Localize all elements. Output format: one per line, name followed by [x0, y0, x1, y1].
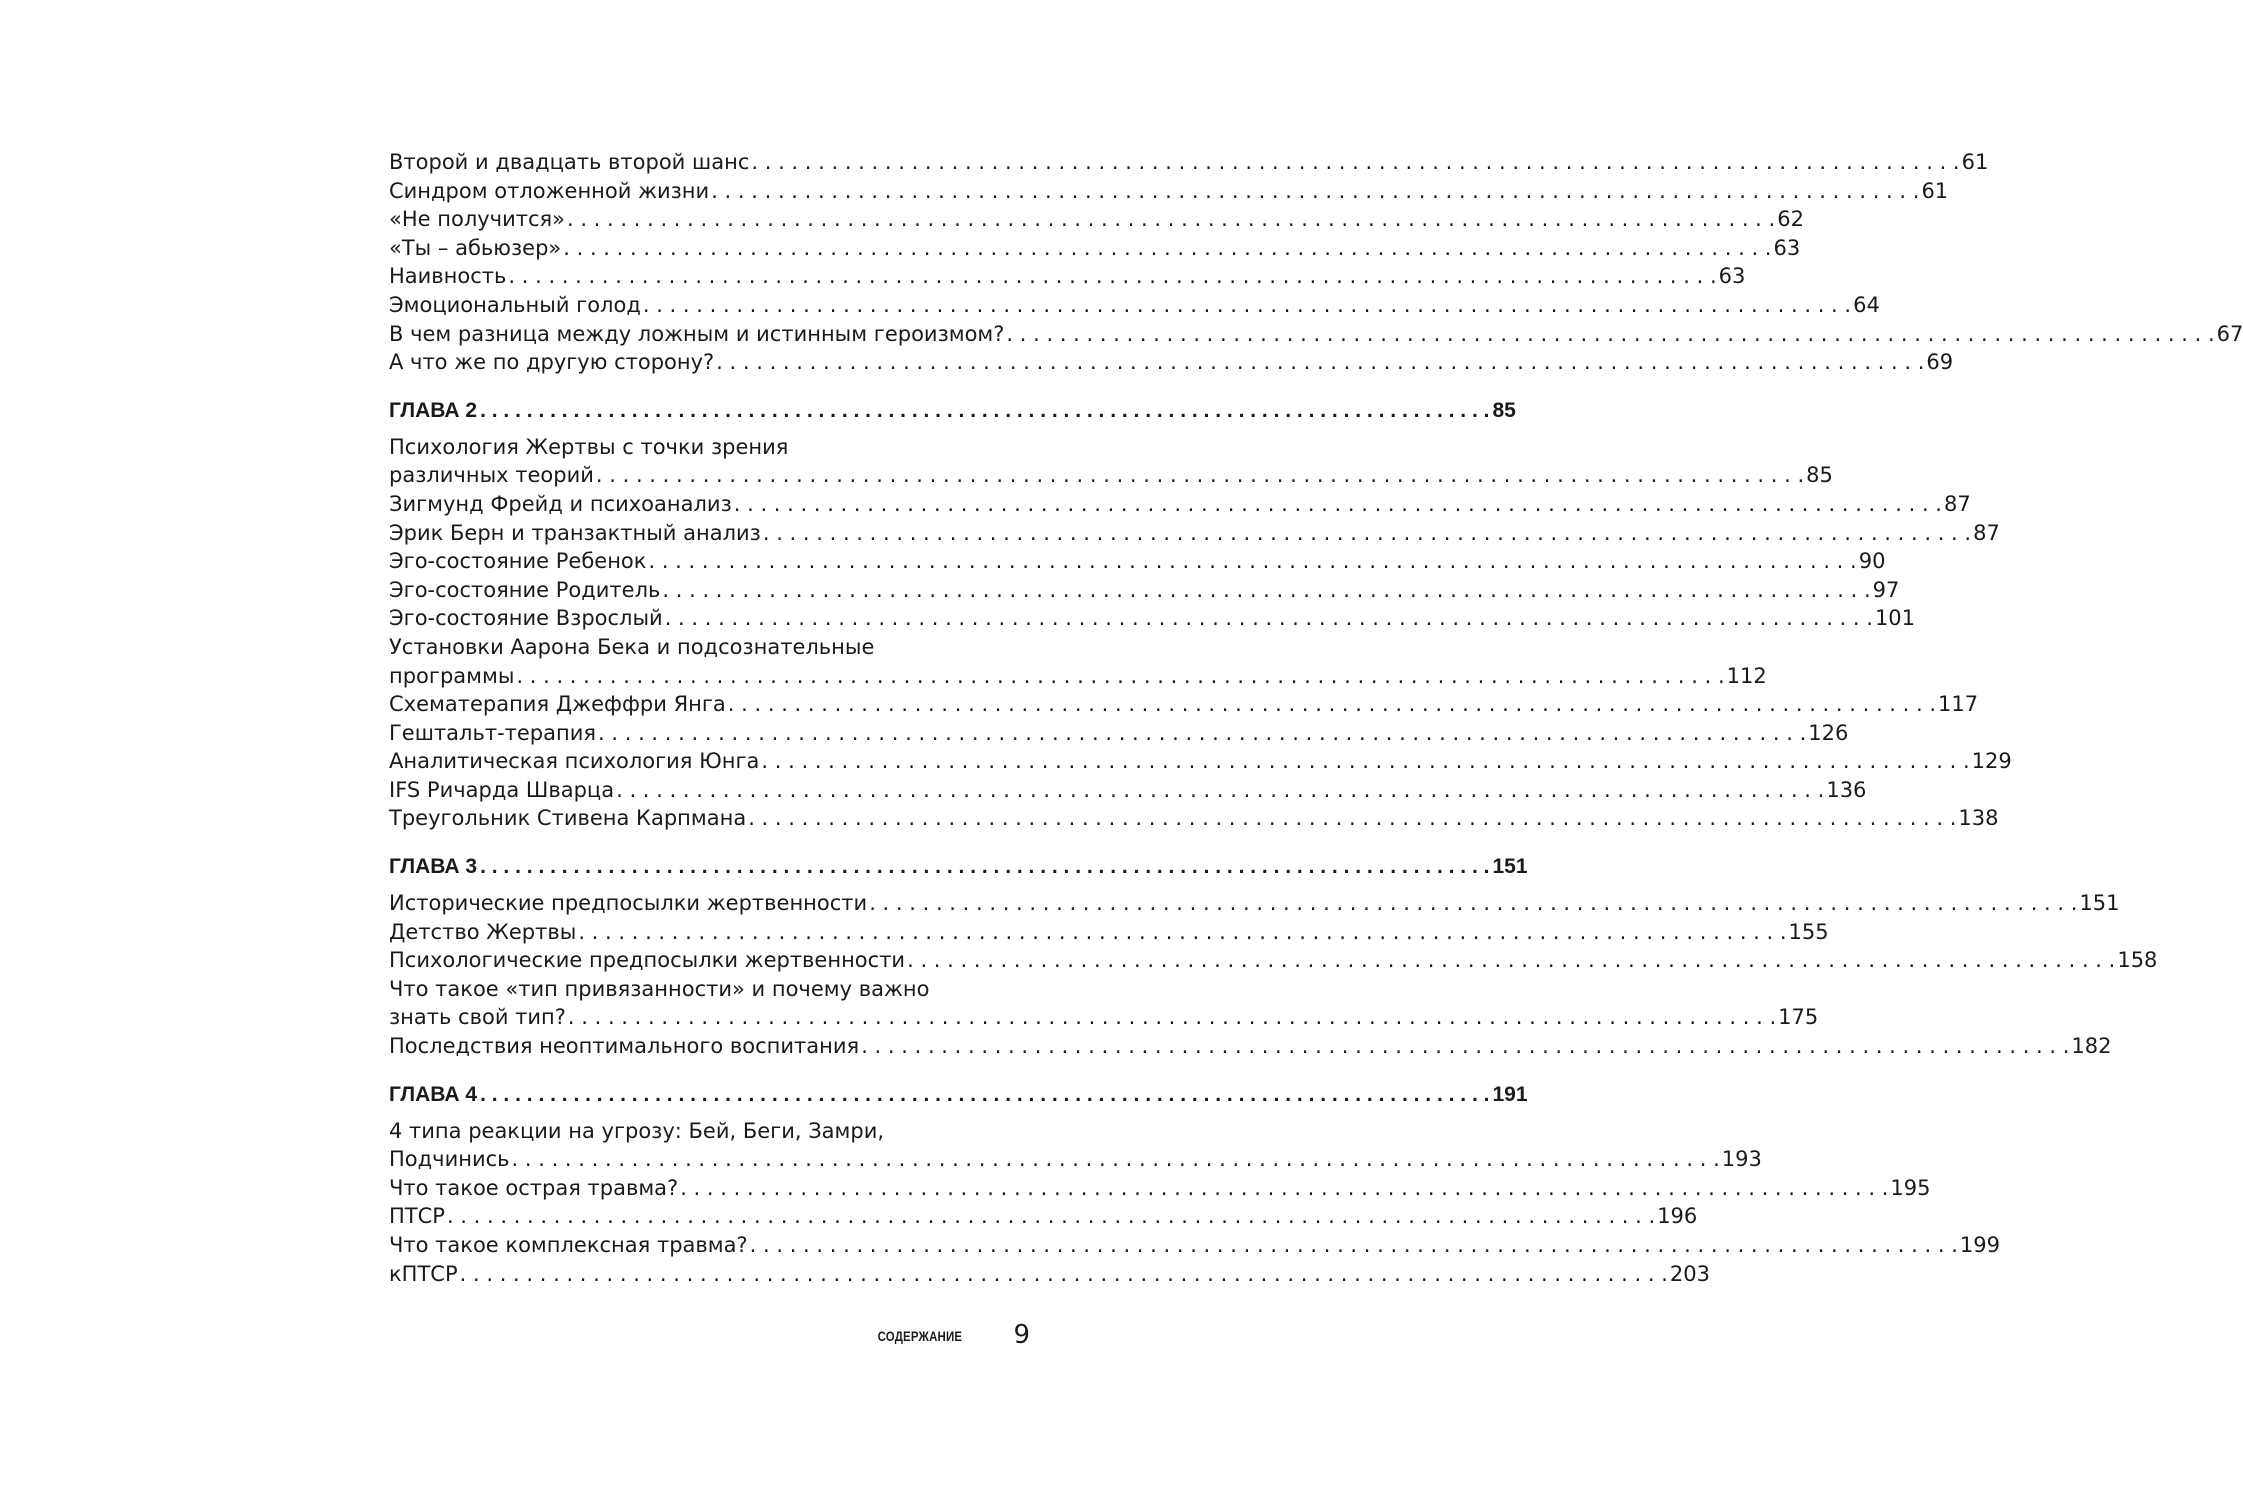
toc-entry — [389, 804, 1999, 833]
chapter-title: ГЛАВА 3 — [389, 855, 478, 879]
dot-leader — [568, 1003, 1776, 1032]
toc-entry-title: Аналитическая психология Юнга — [389, 749, 760, 774]
toc-entry-page: 129 — [1971, 749, 2012, 774]
toc-entry-title-line: Психология Жертвы с точки зрения — [389, 434, 789, 459]
toc-entry-title: Наивность — [389, 264, 507, 289]
dot-leader — [598, 719, 1806, 748]
toc-entry — [389, 519, 2000, 548]
toc-entry-title: Второй и двадцать второй шанс — [389, 150, 750, 174]
toc-entry — [389, 461, 1833, 490]
dot-leader — [662, 576, 1870, 605]
dot-leader — [716, 348, 1924, 377]
toc-entry — [389, 747, 2012, 776]
toc-entry-page: 87 — [1973, 520, 2000, 545]
toc-entry-page: 97 — [1872, 577, 1900, 602]
toc-entry-page: 62 — [1777, 207, 1804, 232]
toc-entry-page: 87 — [1943, 491, 1971, 516]
toc-entry — [389, 1174, 1931, 1203]
toc-entry-title: А что же по другую сторону? — [389, 350, 715, 375]
toc-entry-title-line: Установки Аарона Бека и подсознательные — [389, 634, 875, 659]
table-of-contents — [389, 148, 2243, 1288]
dot-leader — [648, 547, 1856, 576]
toc-entry — [389, 148, 1989, 177]
toc-entry-title: Эго-состояние Родитель — [389, 577, 661, 602]
dot-leader — [447, 1202, 1655, 1231]
toc-entry-page: 203 — [1669, 1261, 1710, 1286]
toc-entry-title: кПТСР — [389, 1261, 458, 1286]
dot-leader — [728, 690, 1936, 719]
toc-entry-page: 101 — [1874, 606, 1916, 631]
toc-entry-page: 138 — [1958, 806, 1999, 831]
toc-entry — [389, 604, 1916, 633]
toc-entry-title-line: Что такое «тип привязанности» и почему важно — [389, 976, 930, 1001]
dot-leader — [734, 490, 1942, 519]
page-footer — [389, 1320, 1030, 1356]
toc-entry-title: программы — [389, 663, 515, 688]
toc-entry-title: Подчинись — [389, 1147, 510, 1172]
toc-entry-page: 117 — [1938, 692, 1979, 717]
toc-entry — [389, 234, 1801, 263]
toc-entry-title: Треугольник Стивена Карпмана — [389, 806, 747, 831]
dot-leader — [508, 262, 1716, 291]
toc-entry-title: Эго-состояние Ребенок — [389, 549, 647, 574]
toc-entry-page: 151 — [2079, 891, 2120, 916]
running-head: СОДЕРЖАНИЕ — [877, 1328, 962, 1344]
toc-entry-title: Исторические предпосылки жертвенности — [389, 891, 868, 916]
toc-entry-title: Последствия неоптимального воспитания — [389, 1034, 860, 1059]
dot-leader — [763, 519, 1971, 548]
toc-entry — [389, 490, 1971, 519]
chapter-page: 151 — [1492, 855, 1528, 879]
toc-entry — [389, 918, 1829, 947]
chapter-page: 191 — [1492, 1082, 1528, 1106]
toc-entry — [389, 320, 2243, 349]
dot-leader — [1006, 320, 2214, 349]
toc-entry — [389, 662, 1767, 691]
toc-entry-page: 182 — [2071, 1034, 2112, 1059]
toc-entry — [389, 547, 1886, 576]
toc-entry-title: знать свой тип? — [389, 1005, 566, 1030]
dot-leader — [748, 804, 1956, 833]
toc-entry-page: 195 — [1890, 1175, 1931, 1200]
toc-entry-title: Синдром отложенной жизни — [389, 178, 710, 203]
toc-entry-title: Что такое комплексная травма? — [389, 1233, 748, 1257]
toc-entry-page: 90 — [1858, 549, 1886, 574]
toc-entry-page: 112 — [1726, 663, 1767, 688]
toc-entry-page: 61 — [1961, 150, 1989, 174]
dot-leader — [563, 234, 1771, 263]
toc-entry-title-line: 4 типа реакции на угрозу: Бей, Беги, Замри, — [389, 1118, 885, 1143]
dot-leader — [567, 205, 1775, 234]
toc-entry — [389, 1145, 1762, 1174]
dot-leader — [480, 853, 1489, 881]
chapter-title: ГЛАВА 2 — [389, 398, 478, 422]
toc-entry — [389, 291, 1880, 320]
toc-entry-page: 196 — [1657, 1204, 1698, 1229]
toc-entry-title: Эмоциональный голод — [389, 292, 641, 317]
toc-entry — [389, 205, 1804, 234]
dot-leader — [750, 1231, 1958, 1260]
page-number: 9 — [1013, 1320, 1030, 1350]
dot-leader — [680, 1174, 1888, 1203]
toc-entry-title: Психологические предпосылки жертвенности — [389, 948, 906, 973]
dot-leader — [480, 397, 1489, 425]
dot-leader — [512, 1145, 1720, 1174]
toc-entry-title: «Ты – абьюзер» — [389, 235, 562, 260]
dot-leader — [751, 148, 1959, 177]
toc-entry-page: 136 — [1826, 777, 1867, 802]
dot-leader — [861, 1032, 2069, 1061]
toc-entry — [389, 348, 1954, 377]
toc-entry-page: 199 — [1959, 1233, 2000, 1257]
toc-entry-page: 67 — [2216, 321, 2243, 346]
toc-entry-page: 158 — [2117, 948, 2158, 973]
toc-entry — [389, 889, 2120, 918]
toc-entry-page: 64 — [1853, 292, 1880, 317]
toc-entry-title: IFS Ричарда Шварца — [389, 777, 615, 802]
toc-entry-title: ПТСР — [389, 1204, 445, 1229]
toc-entry — [389, 719, 1849, 748]
chapter-heading — [389, 1081, 1528, 1109]
dot-leader — [596, 461, 1804, 490]
toc-entry-page: 193 — [1721, 1147, 1762, 1172]
dot-leader — [480, 1081, 1489, 1109]
toc-entry-page: 175 — [1778, 1005, 1819, 1030]
toc-entry-title: Схематерапия Джеффри Янга — [389, 692, 726, 717]
toc-entry-title: Что такое острая травма? — [389, 1175, 679, 1200]
dot-leader — [616, 776, 1824, 805]
toc-entry — [389, 1260, 1710, 1289]
dot-leader — [643, 291, 1851, 320]
toc-entry — [389, 1202, 1698, 1231]
toc-entry-title: Зигмунд Фрейд и психоанализ — [389, 491, 732, 516]
dot-leader — [711, 177, 1919, 206]
toc-entry-page: 126 — [1808, 720, 1849, 745]
toc-entry-page: 155 — [1788, 919, 1829, 944]
toc-entry-page: 61 — [1921, 178, 1949, 203]
chapter-heading — [389, 853, 1528, 881]
dot-leader — [578, 918, 1786, 947]
toc-entry-title: «Не получится» — [389, 207, 565, 232]
toc-entry-page: 85 — [1806, 463, 1833, 488]
chapter-page: 85 — [1492, 398, 1516, 422]
dot-leader — [460, 1260, 1668, 1289]
toc-entry-title: Эрик Берн и транзактный анализ — [389, 520, 761, 545]
toc-entry-title: Гештальт-терапия — [389, 720, 597, 745]
toc-entry — [389, 776, 1867, 805]
toc-entry — [389, 576, 1900, 605]
toc-entry-title: В чем разница между ложным и истинным героизмом? — [389, 321, 1005, 346]
toc-entry-page: 63 — [1718, 264, 1746, 289]
toc-entry-page: 63 — [1773, 235, 1801, 260]
toc-entry — [389, 690, 1979, 719]
toc-entry — [389, 177, 1949, 206]
toc-entry-title: Эго-состояние Взрослый — [389, 606, 663, 631]
dot-leader — [869, 889, 2077, 918]
toc-entry-page: 69 — [1926, 350, 1954, 375]
toc-entry — [389, 1003, 1819, 1032]
chapter-title: ГЛАВА 4 — [389, 1082, 478, 1106]
dot-leader — [761, 747, 1969, 776]
toc-entry-title: Детство Жертвы — [389, 919, 577, 944]
toc-entry-title: различных теорий — [389, 463, 594, 488]
dot-leader — [516, 662, 1724, 691]
dot-leader — [907, 946, 2115, 975]
chapter-heading — [389, 397, 1516, 425]
toc-entry — [389, 1032, 2112, 1061]
toc-entry — [389, 262, 1746, 291]
dot-leader — [665, 604, 1873, 633]
toc-entry — [389, 1231, 2000, 1260]
toc-entry — [389, 946, 2158, 975]
